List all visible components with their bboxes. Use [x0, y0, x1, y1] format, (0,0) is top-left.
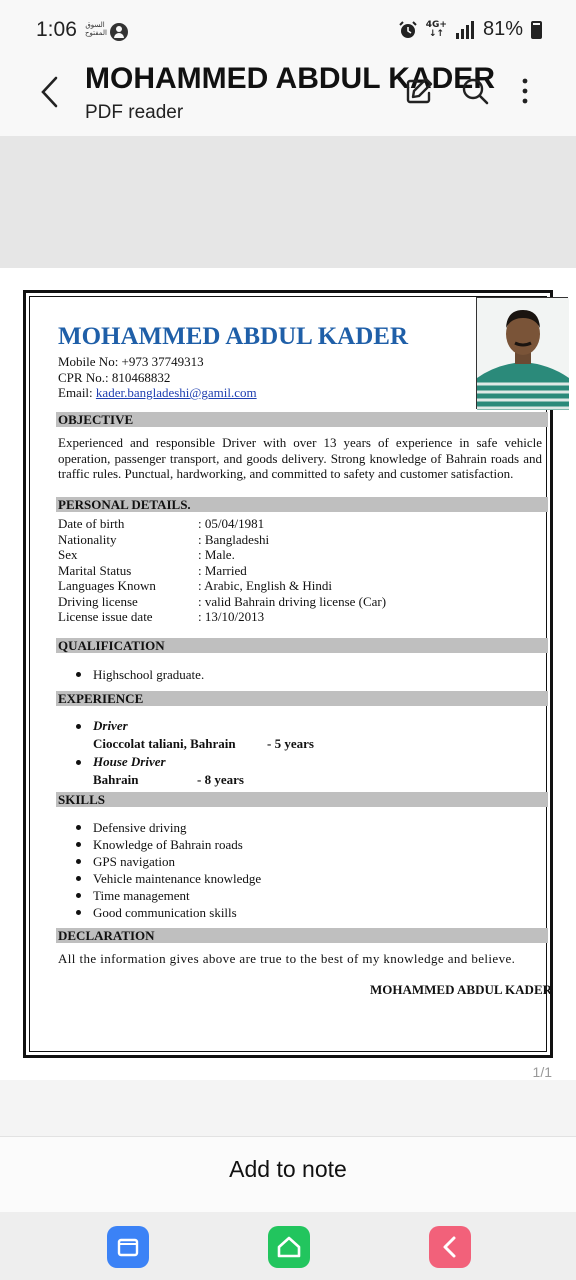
account-icon: [110, 23, 128, 41]
qualification-heading: QUALIFICATION: [56, 638, 548, 653]
list-item: Vehicle maintenance knowledge: [58, 870, 261, 887]
nav-back-icon: [429, 1226, 471, 1268]
personal-details: [58, 516, 542, 625]
pdf-viewport[interactable]: [0, 136, 576, 1080]
list-item: Knowledge of Bahrain roads: [58, 836, 261, 853]
battery-icon: [531, 21, 542, 39]
detail-row: Date of birth : 05/04/1981: [58, 516, 265, 531]
cpr-number: CPR No.: 810468832: [58, 369, 171, 385]
network-type-icon: 4G+ ↓↑: [425, 19, 447, 39]
home-button[interactable]: [268, 1226, 310, 1268]
edit-icon[interactable]: [404, 76, 434, 106]
pdf-page: [0, 268, 576, 1082]
signal-icon: [455, 21, 475, 39]
add-to-note-button[interactable]: Add to note: [0, 1136, 576, 1212]
email-link[interactable]: kader.bangladeshi@gamil.com: [95, 385, 257, 400]
status-time: 1:06: [36, 18, 77, 41]
back-arrow-icon[interactable]: [34, 72, 68, 112]
personal-details-heading: PERSONAL DETAILS.: [56, 497, 548, 512]
experience-list: [58, 717, 314, 789]
detail-row: Driving license : valid Bahrain driving license (Car): [58, 593, 387, 609]
detail-row: Languages Known : Arabic, English & Hindi: [58, 578, 332, 593]
app-bar: [0, 62, 576, 136]
detail-row: Nationality : Bangladeshi: [58, 531, 270, 547]
email-line: Email: kader.bangladeshi@gamil.com: [58, 385, 257, 400]
signature: MOHAMMED ABDUL KADER: [370, 982, 552, 997]
contact-details: [58, 354, 257, 401]
job-role: House Driver: [58, 753, 314, 771]
objective-text: Experienced and responsible Driver with over 13 years of experience in safe vehicle operation, passenger transport, and goods delivery. Strong knowledge of Bahrain roads and traffic rules. Punctual, hardworking, and committed to safety and customer satisfaction.: [58, 435, 542, 481]
job-employer: Cioccolat taliani, Bahrain - 5 years: [93, 736, 314, 751]
navigation-bar: [0, 1212, 576, 1280]
list-item: Defensive driving: [58, 819, 261, 836]
home-icon: [268, 1226, 310, 1268]
list-item: GPS navigation: [58, 853, 261, 870]
document-subtitle: PDF reader: [85, 102, 184, 123]
detail-row: License issue date : 13/10/2013: [58, 609, 265, 624]
skills-heading: SKILLS: [56, 792, 548, 807]
qualification-list: [58, 666, 204, 683]
more-options-icon[interactable]: [510, 76, 540, 106]
document-title: MOHAMMED ABDUL KADER: [85, 62, 495, 95]
declaration-heading: DECLARATION: [56, 928, 548, 943]
job-role: Driver: [58, 717, 314, 735]
detail-row: Sex : Male.: [58, 547, 235, 562]
list-item: Highschool graduate.: [58, 666, 204, 683]
skills-list: [58, 819, 261, 921]
nav-back-button[interactable]: [429, 1226, 471, 1268]
resume-name: MOHAMMED ABDUL KADER: [58, 323, 408, 350]
recent-apps-button[interactable]: [107, 1226, 149, 1268]
objective-heading: OBJECTIVE: [56, 412, 548, 427]
profile-photo: [476, 297, 568, 409]
list-item: Good communication skills: [58, 904, 261, 921]
detail-row: Marital Status : Married: [58, 562, 247, 578]
app-notification-icon: السوق المفتوح: [85, 21, 107, 37]
battery-percent: 81%: [482, 18, 523, 40]
experience-heading: EXPERIENCE: [56, 691, 548, 706]
recent-apps-icon: [107, 1226, 149, 1268]
mobile-number: Mobile No: +973 37749313: [58, 354, 204, 369]
job-employer: Bahrain - 8 years: [93, 772, 244, 787]
search-icon[interactable]: [460, 76, 490, 106]
list-item: Time management: [58, 887, 261, 904]
declaration-text: All the information gives above are true to the best of my knowledge and believe.: [58, 951, 516, 966]
page-indicator: 1/1: [532, 1064, 552, 1080]
status-bar: [0, 0, 576, 62]
alarm-icon: [398, 20, 418, 40]
page-border: [23, 290, 553, 1058]
